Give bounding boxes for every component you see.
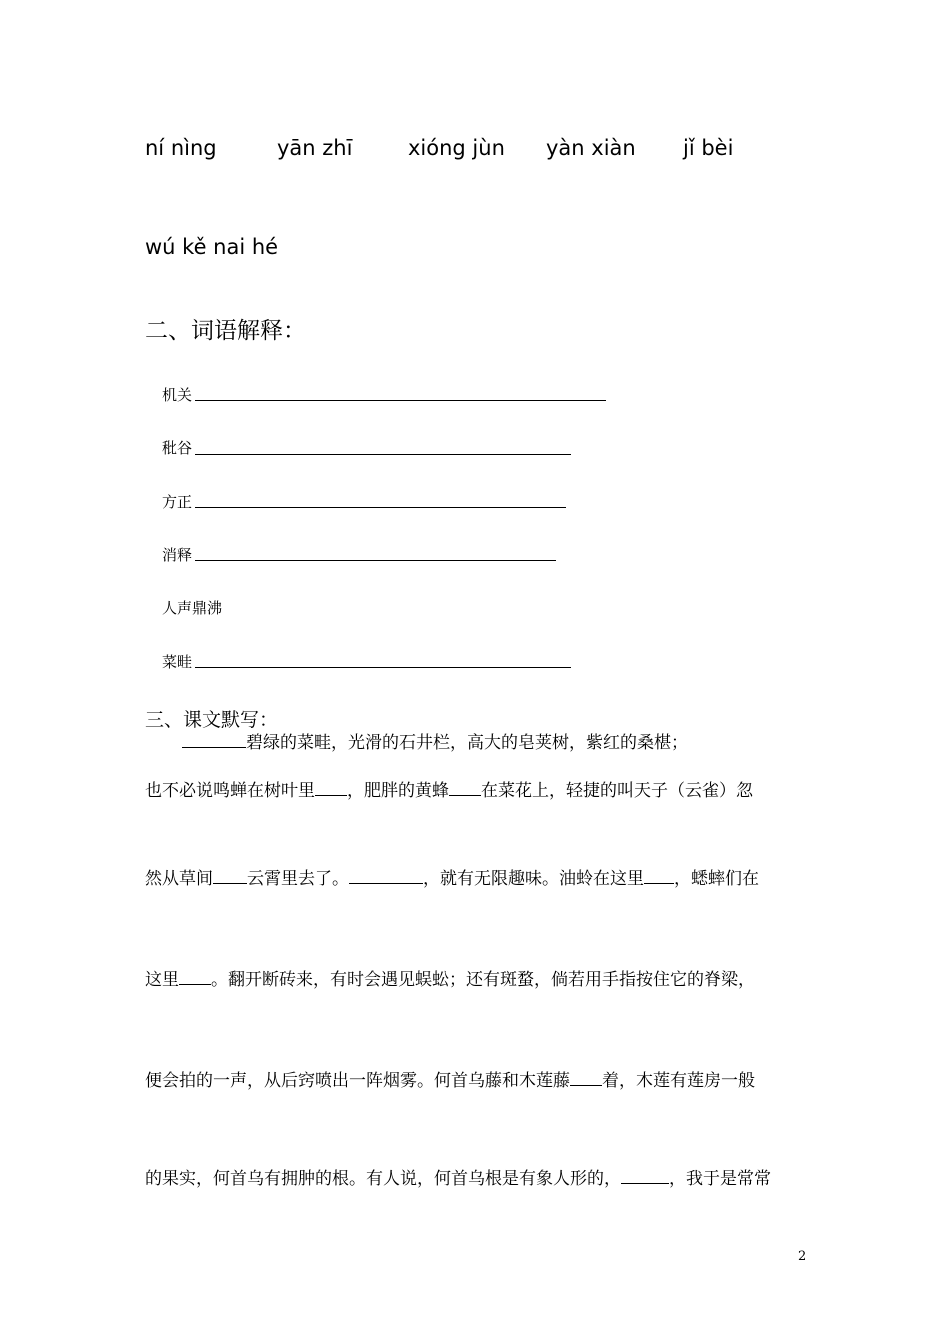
answer-line-6[interactable] [195, 667, 571, 668]
vocab-item-3: 方正 [162, 493, 193, 511]
fill-blank[interactable] [570, 1084, 602, 1086]
vocab-item-1: 机关 [162, 386, 193, 404]
vocab-item-5: 人声鼎沸 [162, 599, 223, 617]
text-segment: 的果实，何首乌有拥肿的根。有人说，何首乌根是有象人形的， [145, 1169, 621, 1189]
text-line-6 [145, 1164, 771, 1189]
text-segment: 便会拍的一声，从后窍喷出一阵烟雾。何首乌藤和木莲藤 [145, 1071, 570, 1091]
fill-blank[interactable] [315, 794, 347, 796]
fill-blank[interactable] [213, 882, 247, 884]
text-segment: ，我于是常常 [669, 1169, 771, 1189]
text-segment: 这里 [145, 970, 179, 990]
text-line-1 [182, 728, 688, 753]
text-segment: ，蟋蟀们在 [674, 869, 759, 889]
page-number: 2 [798, 1249, 807, 1264]
vocab-item-6: 菜畦 [162, 653, 193, 671]
fill-blank[interactable] [179, 983, 211, 985]
answer-line-4[interactable] [195, 560, 556, 561]
text-segment: ，肥胖的黄蜂 [347, 781, 449, 801]
text-segment: 也不必说鸣蝉在树叶里 [145, 781, 315, 801]
fill-blank[interactable] [621, 1182, 669, 1184]
fill-blank[interactable] [349, 882, 423, 884]
pinyin-5: jǐ bèi [683, 136, 734, 160]
vocab-item-4: 消释 [162, 546, 193, 564]
text-segment: 。翻开断砖来，有时会遇见蜈蚣；还有斑蝥，倘若用手指按住它的脊梁， [211, 970, 755, 990]
answer-line-1[interactable] [195, 400, 606, 401]
pinyin-6: wú kě nai hé [145, 235, 279, 259]
fill-blank[interactable] [644, 882, 674, 884]
vocab-item-2: 秕谷 [162, 439, 193, 457]
text-line-4 [145, 965, 755, 990]
text-segment: 云霄里去了。 [247, 869, 349, 889]
fill-blank[interactable] [182, 746, 246, 748]
text-line-2 [145, 776, 753, 801]
pinyin-1: ní nìng [145, 136, 217, 160]
text-segment: ，就有无限趣味。油蛉在这里 [423, 869, 644, 889]
text-line-5 [145, 1066, 755, 1091]
answer-line-3[interactable] [195, 507, 566, 508]
text-line-3 [145, 864, 759, 889]
section2-title: 二、词语解释： [145, 318, 306, 344]
pinyin-4: yàn xiàn [546, 136, 636, 160]
fill-blank[interactable] [449, 794, 481, 796]
text-segment: 然从草间 [145, 869, 213, 889]
answer-line-2[interactable] [195, 454, 571, 455]
text-segment: 碧绿的菜畦，光滑的石井栏，高大的皂荚树，紫红的桑椹； [246, 733, 688, 753]
pinyin-2: yān zhī [277, 136, 353, 160]
section3-title: 三、课文默写： [145, 709, 279, 731]
pinyin-3: xióng jùn [408, 136, 505, 160]
text-segment: 着，木莲有莲房一般 [602, 1071, 755, 1091]
text-segment: 在菜花上，轻捷的叫天子（云雀）忽 [481, 781, 753, 801]
